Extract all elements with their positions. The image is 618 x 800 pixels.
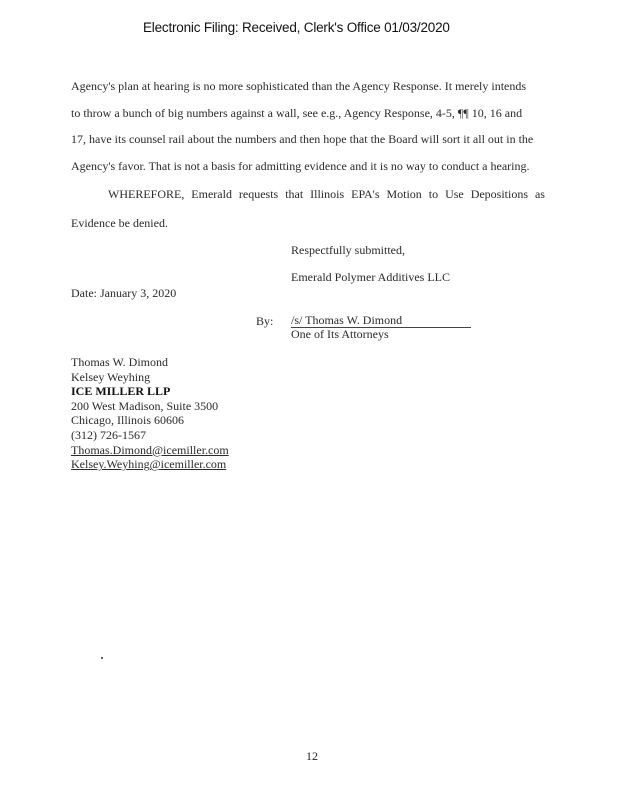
filing-stamp-header: Electronic Filing: Received, Clerk's Office 01/03/2020 [143, 20, 450, 35]
wherefore-word: requests [238, 187, 279, 201]
filing-date: Date: January 3, 2020 [71, 286, 177, 300]
wherefore-end-line: Evidence be denied. [71, 216, 168, 230]
wherefore-word: Illinois [310, 187, 345, 201]
phone-number: (312) 726-1567 [71, 427, 146, 442]
closing-salutation: Respectfully submitted, [291, 243, 405, 257]
stray-mark [101, 657, 103, 659]
wherefore-word: to [428, 187, 439, 201]
address-line: Chicago, Illinois 60606 [71, 413, 184, 428]
attorney-name: Kelsey Weyhing [71, 369, 151, 384]
body-line-2: to throw a bunch of big numbers against a wall, see e.g., Agency Response, 4-5, ¶¶ 10, 16 and [71, 106, 523, 120]
wherefore-line [108, 187, 545, 202]
wherefore-word: WHEREFORE, [108, 187, 185, 201]
email-link[interactable]: Kelsey.Weyhing@icemiller.com [71, 457, 227, 472]
signer-role: One of Its Attorneys [291, 327, 389, 341]
wherefore-word: EPA's [351, 187, 380, 201]
company-name: Emerald Polymer Additives LLC [291, 270, 450, 284]
body-line-1: Agency's plan at hearing is no more sophisticated than the Agency Response. It merely intends [71, 79, 527, 93]
wherefore-word: that [285, 187, 304, 201]
page-number: 12 [306, 749, 318, 763]
electronic-signature: /s/ Thomas W. Dimond [291, 313, 403, 327]
attorney-contact-block [71, 355, 229, 472]
body-line-3: 17, have its counsel rail about the numbers and then hope that the Board will sort it all out in the [71, 132, 534, 146]
email-link[interactable]: Thomas.Dimond@icemiller.com [71, 442, 229, 457]
wherefore-word: as [534, 187, 545, 201]
by-label: By: [256, 314, 274, 328]
wherefore-word: Motion [386, 187, 422, 201]
attorney-name: Thomas W. Dimond [71, 355, 169, 369]
law-firm-name: ICE MILLER LLP [71, 384, 171, 399]
address-line: 200 West Madison, Suite 3500 [71, 398, 219, 413]
wherefore-word: Use [445, 187, 464, 201]
body-line-4: Agency's favor. That is not a basis for admitting evidence and it is no way to conduct a hearing. [71, 159, 530, 173]
wherefore-word: Emerald [191, 187, 232, 201]
wherefore-word: Depositions [470, 187, 529, 201]
